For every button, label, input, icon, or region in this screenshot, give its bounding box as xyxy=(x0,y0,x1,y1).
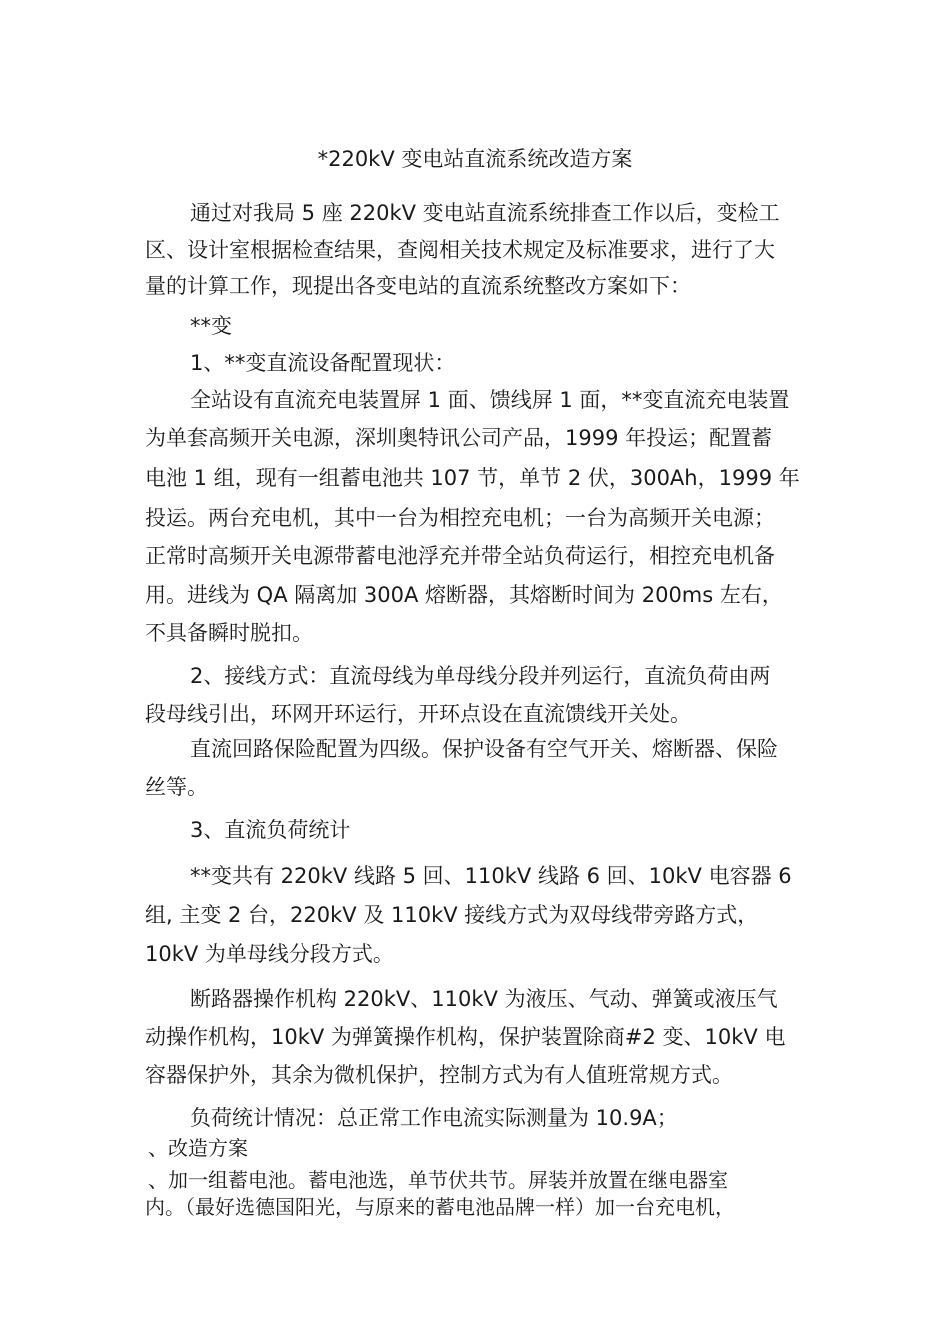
paragraph-line: 断路器操作机构 220kV、110kV 为液压、气动、弹簧或液压气 xyxy=(190,987,778,1011)
document-title: *220kV 变电站直流系统改造方案 xyxy=(317,147,633,171)
paragraph-line: 不具备瞬时脱扣。 xyxy=(145,621,313,645)
paragraph-line: 电池 1 组，现有一组蓄电池共 107 节，单节 2 伏，300Ah，1999 年 xyxy=(145,466,800,490)
paragraph-line: 段母线引出，环网开环运行，开环点设在直流馈线开关处。 xyxy=(145,702,691,726)
paragraph-line: 正常时高频开关电源带蓄电池浮充并带全站负荷运行，相控充电机备 xyxy=(145,544,775,568)
paragraph-line: 用。进线为 QA 隔离加 300A 熔断器，其熔断时间为 200ms 左右， xyxy=(145,583,783,607)
paragraph-line: 内。（最好选德国阳光，与原来的蓄电池品牌一样）加一台充电机， xyxy=(145,1195,735,1219)
paragraph-line: 负荷统计情况：总正常工作电流实际测量为 10.9A； xyxy=(190,1106,678,1130)
paragraph-line: 投运。两台充电机，其中一台为相控充电机；一台为高频开关电源； xyxy=(145,506,775,530)
paragraph-line: 丝等。 xyxy=(145,775,208,799)
paragraph-line: 区、设计室根据检查结果，查阅相关技术规定及标准要求，进行了大 xyxy=(145,238,775,262)
paragraph-line: 2、接线方式：直流母线为单母线分段并列运行，直流负荷由两 xyxy=(190,664,771,688)
paragraph-line: 容器保护外，其余为微机保护，控制方式为有人值班常规方式。 xyxy=(145,1063,733,1087)
section-heading: 、改造方案 xyxy=(148,1136,248,1160)
paragraph-line: 、加一组蓄电池。蓄电池选，单节伏共节。屏装并放置在继电器室 xyxy=(148,1168,728,1192)
section-heading: 1、**变直流设备配置现状： xyxy=(190,351,456,375)
paragraph-line: 组, 主变 2 台，220kV 及 110kV 接线方式为双母线带旁路方式， xyxy=(145,903,759,927)
paragraph-line: 动操作机构，10kV 为弹簧操作机构，保护装置除商#2 变、10kV 电 xyxy=(145,1025,786,1049)
section-heading: 3、直流负荷统计 xyxy=(190,818,351,842)
paragraph-line: 10kV 为单母线分段方式。 xyxy=(145,942,394,966)
paragraph-line: 直流回路保险配置为四级。保护设备有空气开关、熔断器、保险 xyxy=(190,737,778,761)
section-heading: **变 xyxy=(190,314,232,338)
paragraph-line: 量的计算工作，现提出各变电站的直流系统整改方案如下： xyxy=(145,274,691,298)
paragraph-line: **变共有 220kV 线路 5 回、110kV 线路 6 回、10kV 电容器 6 xyxy=(190,864,792,888)
paragraph-line: 为单套高频开关电源，深圳奥特讯公司产品，1999 年投运；配置蓄 xyxy=(145,426,773,450)
paragraph-line: 全站设有直流充电装置屏 1 面、馈线屏 1 面，**变直流充电装置 xyxy=(190,388,790,412)
paragraph-line: 通过对我局 5 座 220kV 变电站直流系统排查工作以后，变检工 xyxy=(190,201,780,225)
